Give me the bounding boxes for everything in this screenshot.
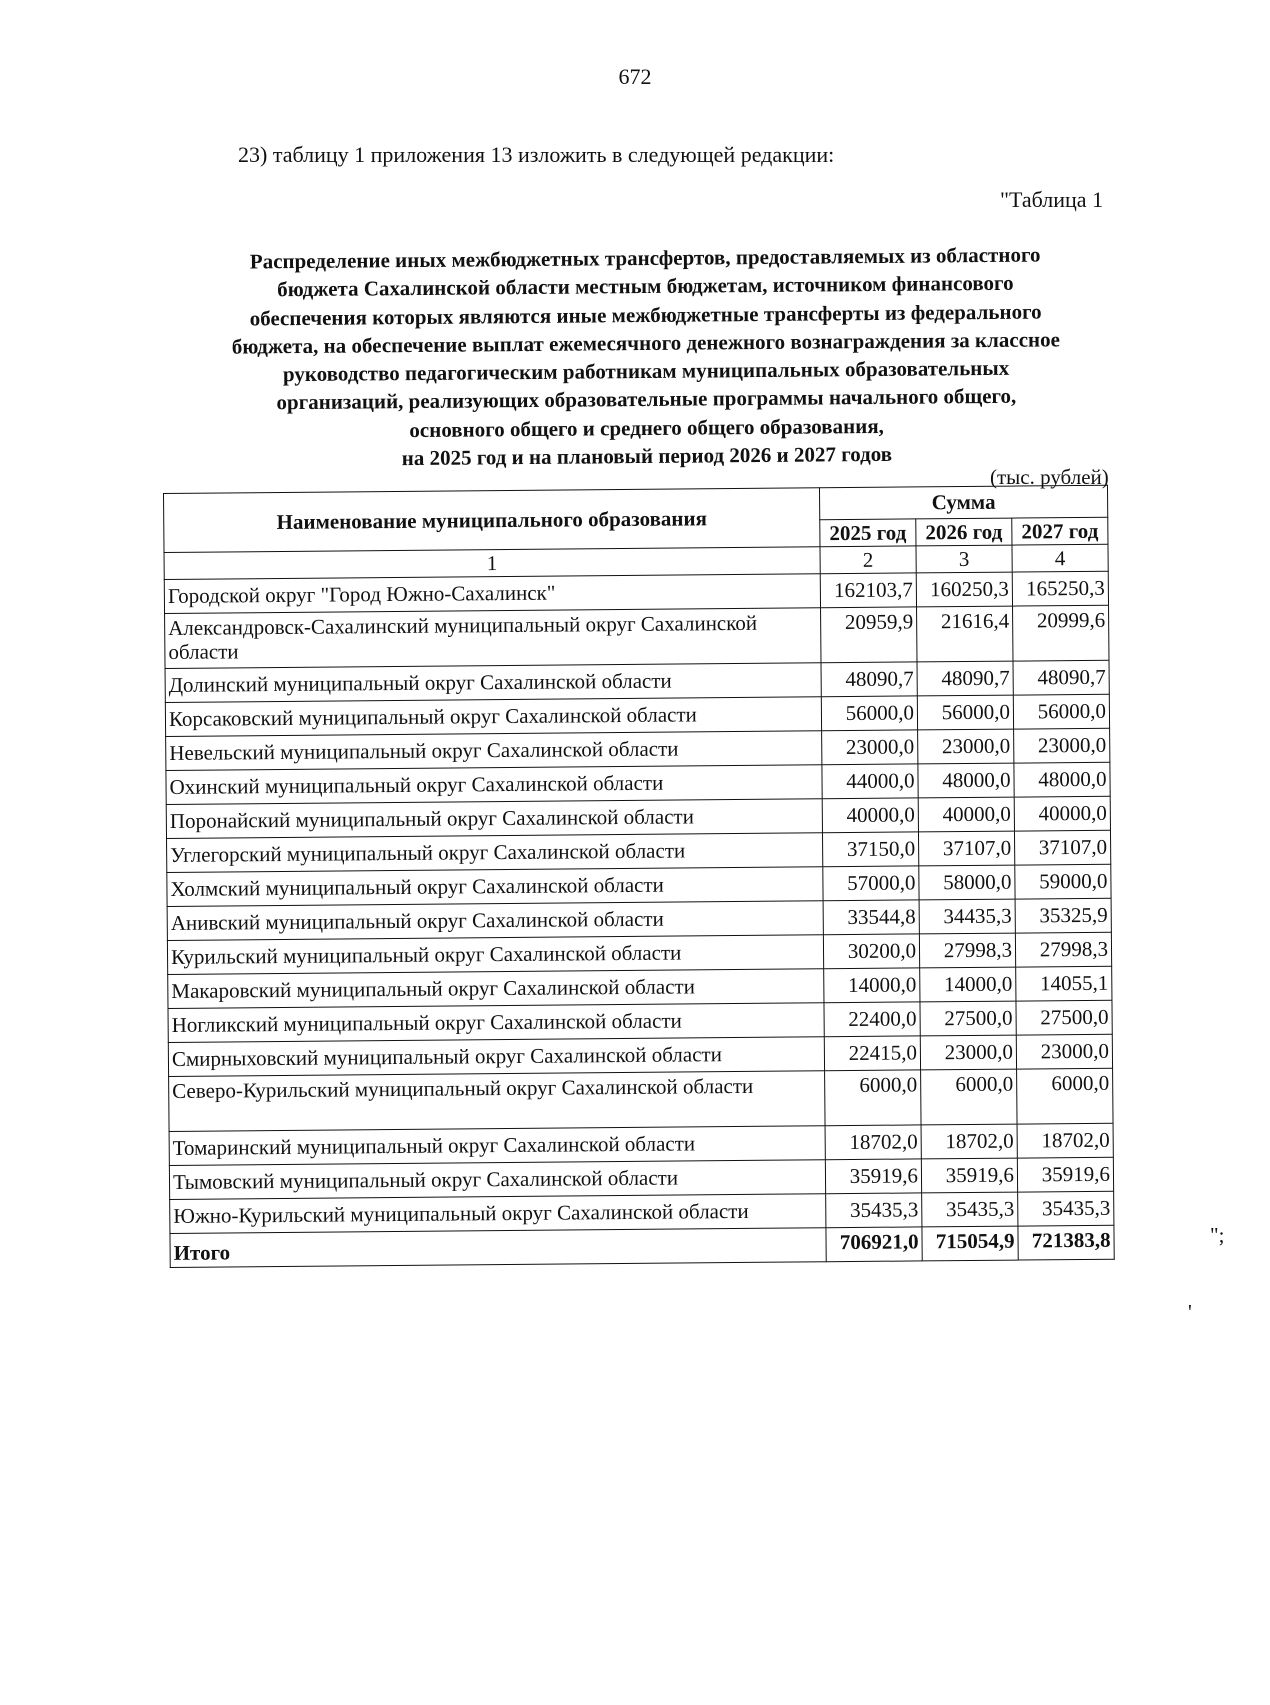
amount-2025: 35919,6 — [825, 1159, 921, 1194]
amount-2027: 48000,0 — [1014, 762, 1110, 797]
table-row — [165, 605, 1109, 668]
amount-2025: 162103,7 — [820, 573, 916, 608]
amount-2026: 58000,0 — [919, 865, 1015, 900]
total-2025: 706921,0 — [826, 1227, 922, 1262]
amount-2027: 40000,0 — [1014, 796, 1110, 831]
table-body — [164, 571, 1114, 1233]
amount-2027: 27500,0 — [1016, 1000, 1112, 1035]
amount-2026: 23000,0 — [918, 729, 1014, 764]
municipality-name: Невельский муниципальный округ Сахалинской области — [166, 731, 822, 771]
amount-2025: 35435,3 — [826, 1193, 922, 1228]
amount-2025: 23000,0 — [822, 730, 918, 765]
distribution-table-wrapper — [163, 485, 1115, 1268]
amount-2027: 14055,1 — [1016, 966, 1112, 1001]
municipality-name: Ногликский муниципальный округ Сахалинской области — [168, 1003, 824, 1043]
municipality-name: Холмский муниципальный округ Сахалинской области — [167, 867, 823, 907]
amount-2025: 40000,0 — [822, 798, 918, 833]
amount-2027: 165250,3 — [1012, 571, 1108, 606]
amount-2026: 34435,3 — [919, 899, 1015, 934]
amount-2025: 37150,0 — [822, 832, 918, 867]
name-column-header: Наименование муниципального образования — [164, 488, 820, 553]
amount-2026: 21616,4 — [917, 606, 1013, 662]
municipality-name: Анивский муниципальный округ Сахалинской области — [167, 901, 823, 941]
amount-2027: 23000,0 — [1014, 728, 1110, 763]
distribution-table — [163, 485, 1115, 1268]
page-number: 672 — [618, 64, 652, 89]
amount-2027: 35919,6 — [1017, 1157, 1113, 1192]
heading-line: Распределение иных межбюджетных трансфертов, предоставляемых из областного — [249, 242, 1041, 274]
amount-2027: 18702,0 — [1017, 1123, 1113, 1158]
column-number: 1 — [164, 547, 820, 580]
municipality-name: Углегорский муниципальный округ Сахалинской области — [167, 833, 823, 873]
amount-2025: 30200,0 — [823, 934, 919, 969]
total-label: Итого — [170, 1228, 826, 1268]
amendment-intro: 23) таблицу 1 приложения 13 изложить в следующей редакции: — [238, 142, 835, 167]
amount-2026: 14000,0 — [920, 967, 1016, 1002]
amount-2025: 18702,0 — [825, 1125, 921, 1160]
amount-2026: 48090,7 — [917, 661, 1013, 696]
amount-2025: 44000,0 — [822, 764, 918, 799]
total-2027: 721383,8 — [1018, 1225, 1114, 1260]
heading-line: бюджета, на обеспечение выплат ежемесячного денежного вознаграждения за классное — [231, 327, 1061, 359]
municipality-name: Тымовский муниципальный округ Сахалинской области — [169, 1160, 825, 1200]
amount-2027: 6000,0 — [1017, 1068, 1113, 1124]
amount-2026: 160250,3 — [916, 572, 1012, 607]
amount-2025: 20959,9 — [821, 607, 917, 663]
amount-2026: 6000,0 — [921, 1069, 1017, 1125]
amount-2026: 18702,0 — [921, 1124, 1017, 1159]
municipality-name: Южно-Курильский муниципальный округ Сахалинской области — [170, 1194, 826, 1234]
amount-2027: 48090,7 — [1013, 660, 1109, 695]
heading-line: обеспечения которых являются иные межбюджетные трансферты из федерального — [249, 299, 1042, 331]
amount-2026: 27500,0 — [920, 1001, 1016, 1036]
municipality-name: Томаринский муниципальный округ Сахалинской области — [169, 1126, 825, 1166]
amount-2025: 48090,7 — [821, 662, 917, 697]
amount-2025: 14000,0 — [824, 968, 920, 1003]
municipality-name: Александровск-Сахалинский муниципальный округ Сахалинской области — [165, 608, 821, 669]
heading-line: на 2025 год и на плановый период 2026 и 2027 годов — [401, 441, 893, 471]
amount-2025: 22400,0 — [824, 1002, 920, 1037]
heading-line: организаций, реализующих образовательные программы начального общего, — [276, 384, 1017, 415]
year-header-2026: 2026 год — [916, 518, 1012, 546]
sum-column-header: Сумма — [819, 485, 1107, 519]
amount-2025: 22415,0 — [824, 1036, 920, 1071]
amount-2026: 35435,3 — [922, 1192, 1018, 1227]
amount-2025: 33544,8 — [823, 900, 919, 935]
amount-2026: 35919,6 — [921, 1158, 1017, 1193]
municipality-name: Городской округ "Город Южно-Сахалинск" — [164, 574, 820, 614]
amount-2025: 6000,0 — [825, 1070, 921, 1126]
heading-line: бюджета Сахалинской области местным бюджетам, источником финансового — [277, 271, 1014, 302]
amount-2026: 37107,0 — [918, 831, 1014, 866]
heading-line: руководство педагогическим работникам муниципальных образовательных — [282, 356, 1010, 387]
municipality-name: Курильский муниципальный округ Сахалинской области — [167, 935, 823, 975]
municipality-name: Корсаковский муниципальный округ Сахалинской области — [165, 697, 821, 737]
table-heading — [160, 240, 1132, 475]
table-label: "Таблица 1 — [1000, 187, 1104, 212]
column-number: 2 — [820, 546, 916, 574]
year-header-2025: 2025 год — [820, 518, 916, 546]
amount-2026: 56000,0 — [917, 695, 1013, 730]
column-number: 3 — [916, 545, 1012, 573]
amount-2027: 59000,0 — [1015, 864, 1111, 899]
amount-2026: 27998,3 — [919, 933, 1015, 968]
table-row — [169, 1068, 1113, 1131]
units-label: (тыс. рублей) — [990, 465, 1109, 489]
end-mark: ' — [1188, 1300, 1192, 1324]
municipality-name: Северо-Курильский муниципальный округ Сахалинской области — [169, 1071, 825, 1132]
amount-2027: 20999,6 — [1013, 605, 1109, 661]
column-number: 4 — [1012, 544, 1108, 572]
year-header-2027: 2027 год — [1012, 517, 1108, 545]
amount-2027: 35435,3 — [1018, 1191, 1114, 1226]
amount-2027: 35325,9 — [1015, 898, 1111, 933]
amount-2025: 56000,0 — [821, 696, 917, 731]
amount-2025: 57000,0 — [823, 866, 919, 901]
total-2026: 715054,9 — [922, 1226, 1018, 1261]
amount-2027: 56000,0 — [1013, 694, 1109, 729]
municipality-name: Смирныховский муниципальный округ Сахалинской области — [168, 1037, 824, 1077]
municipality-name: Поронайский муниципальный округ Сахалинской области — [166, 799, 822, 839]
amount-2027: 23000,0 — [1016, 1034, 1112, 1069]
amount-2026: 48000,0 — [918, 763, 1014, 798]
closing-quote-mark: "; — [1210, 1223, 1225, 1248]
heading-line: основного общего и среднего общего образования, — [409, 413, 884, 442]
municipality-name: Охинский муниципальный округ Сахалинской области — [166, 765, 822, 805]
amount-2027: 37107,0 — [1014, 830, 1110, 865]
amount-2026: 40000,0 — [918, 797, 1014, 832]
amount-2027: 27998,3 — [1015, 932, 1111, 967]
municipality-name: Макаровский муниципальный округ Сахалинской области — [168, 969, 824, 1009]
municipality-name: Долинский муниципальный округ Сахалинской области — [165, 663, 821, 703]
amount-2026: 23000,0 — [920, 1035, 1016, 1070]
